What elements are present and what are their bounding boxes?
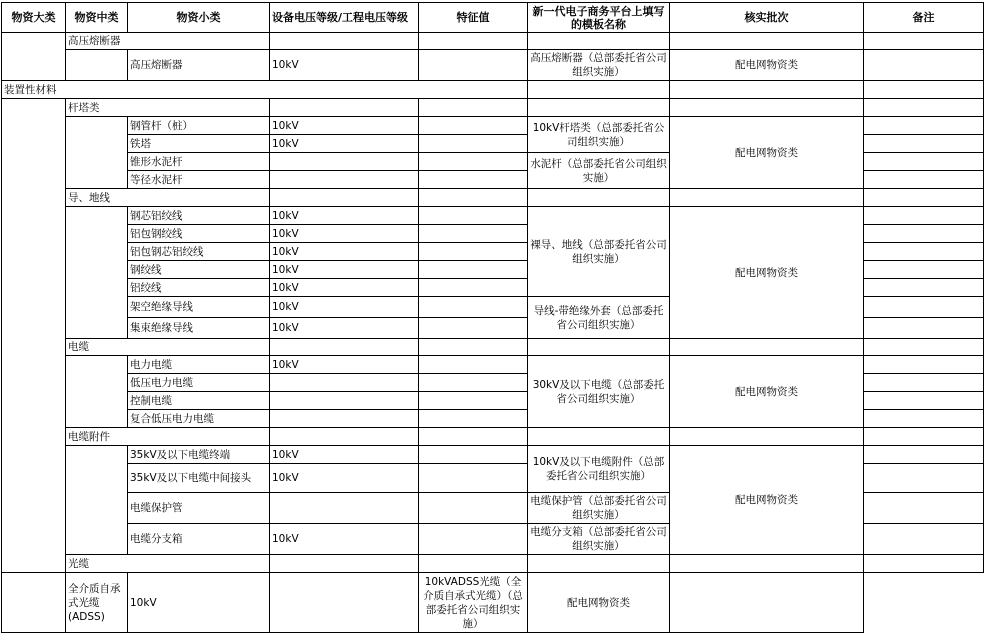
item-name: 铝绞线: [128, 279, 270, 297]
table-row: [2, 339, 984, 356]
template-name: 10kVADSS光缆（全介质自承式光缆）（总部委托省公司组织实施）: [419, 573, 528, 633]
material-table: [1, 2, 984, 633]
item-voltage: 10kV: [270, 243, 419, 261]
header-middle: 物资中类: [66, 3, 128, 33]
item-voltage: 10kV: [270, 446, 419, 464]
table-row: [2, 33, 984, 50]
item-voltage: [270, 493, 419, 524]
middle-category-cable: 电缆: [66, 339, 270, 356]
item-name: 钢绞线: [128, 261, 270, 279]
template-name: 10kV及以下电缆附件（总部委托省公司组织实施）: [528, 446, 670, 493]
template-name: 导线-带绝缘外套（总部委托省公司组织实施）: [528, 297, 670, 339]
category-cell: [2, 99, 66, 573]
template-name: 30kV及以下电缆（总部委托省公司组织实施）: [528, 356, 670, 428]
item-voltage: [270, 171, 419, 189]
batch-name: 配电网物资类: [670, 446, 864, 555]
item-name: 电力电缆: [128, 356, 270, 374]
item-voltage: [270, 153, 419, 171]
table-row: [2, 356, 984, 374]
item-voltage: [270, 410, 419, 428]
table-row: [2, 81, 984, 99]
item-name: 电缆保护管: [128, 493, 270, 524]
table-row: [2, 446, 984, 464]
middle-category-conductor: 导、地线: [66, 189, 270, 207]
template-name: 裸导、地线（总部委托省公司组织实施）: [528, 207, 670, 297]
batch-name: 配电网物资类: [528, 573, 670, 633]
item-voltage: [270, 392, 419, 410]
item-name: 架空绝缘导线: [128, 297, 270, 318]
item-name: 低压电力电缆: [128, 374, 270, 392]
header-remark: 备注: [864, 3, 984, 33]
middle-category-optical: 光缆: [66, 555, 270, 573]
item-name: 铁塔: [128, 135, 270, 153]
batch-name: 配电网物资类: [670, 356, 864, 428]
item-voltage: 10kV: [270, 135, 419, 153]
table-row: [2, 117, 984, 135]
middle-category-tower: 杆塔类: [66, 99, 270, 117]
item-voltage: 10kV: [270, 225, 419, 243]
item-name: 集束绝缘导线: [128, 318, 270, 339]
item-name: 全介质自承式光缆(ADSS): [66, 573, 128, 633]
item-name: 复合低压电力电缆: [128, 410, 270, 428]
item-voltage: 10kV: [270, 524, 419, 555]
category-cell: [2, 33, 66, 81]
item-voltage: 10kV: [270, 356, 419, 374]
table-row: [2, 428, 984, 446]
major-category-device-material: 装置性材料: [2, 81, 528, 99]
header-batch: 核实批次: [670, 3, 864, 33]
table-row: [2, 573, 984, 633]
item-voltage: 10kV: [270, 279, 419, 297]
item-name: 35kV及以下电缆中间接头: [128, 464, 270, 493]
header-template: 新一代电子商务平台上填写的模板名称: [528, 3, 670, 33]
table-row: [2, 50, 984, 81]
item-voltage: 10kV: [270, 464, 419, 493]
template-name: 10kV杆塔类（总部委托省公司组织实施）: [528, 117, 670, 153]
template-name: 高压熔断器（总部委托省公司组织实施）: [528, 50, 670, 81]
middle-category-cable-accessory: 电缆附件: [66, 428, 270, 446]
item-voltage: 10kV: [270, 207, 419, 225]
table-row: [2, 99, 984, 117]
table-row: [2, 555, 984, 573]
header-voltage: 设备电压等级/工程电压等级: [270, 3, 419, 33]
item-name: 控制电缆: [128, 392, 270, 410]
item-voltage: 10kV: [270, 318, 419, 339]
header-feature: 特征值: [419, 3, 528, 33]
table-row: [2, 207, 984, 225]
item-name: 等径水泥杆: [128, 171, 270, 189]
table-row: [2, 189, 984, 207]
item-name: 电缆分支箱: [128, 524, 270, 555]
middle-category-fuse: 高压熔断器: [66, 33, 270, 50]
item-voltage: 10kV: [270, 261, 419, 279]
item-name: 钢芯铝绞线: [128, 207, 270, 225]
item-voltage: 10kV: [270, 297, 419, 318]
item-voltage: 10kV: [270, 50, 419, 81]
header-row: [2, 3, 984, 33]
item-voltage: [270, 374, 419, 392]
item-voltage: 10kV: [128, 573, 270, 633]
item-name: 高压熔断器: [128, 50, 270, 81]
item-name: 钢管杆（桩）: [128, 117, 270, 135]
item-name: 35kV及以下电缆终端: [128, 446, 270, 464]
template-name: 水泥杆（总部委托省公司组织实施）: [528, 153, 670, 189]
batch-name: 配电网物资类: [670, 117, 864, 189]
template-name: 电缆分支箱（总部委托省公司组织实施）: [528, 524, 670, 555]
item-name: 锥形水泥杆: [128, 153, 270, 171]
header-small: 物资小类: [128, 3, 270, 33]
item-name: 铝包钢绞线: [128, 225, 270, 243]
template-name: 电缆保护管（总部委托省公司组织实施）: [528, 493, 670, 524]
batch-name: 配电网物资类: [670, 50, 864, 81]
item-voltage: 10kV: [270, 117, 419, 135]
batch-name: 配电网物资类: [670, 207, 864, 339]
header-category: 物资大类: [2, 3, 66, 33]
item-name: 铝包钢芯铝绞线: [128, 243, 270, 261]
